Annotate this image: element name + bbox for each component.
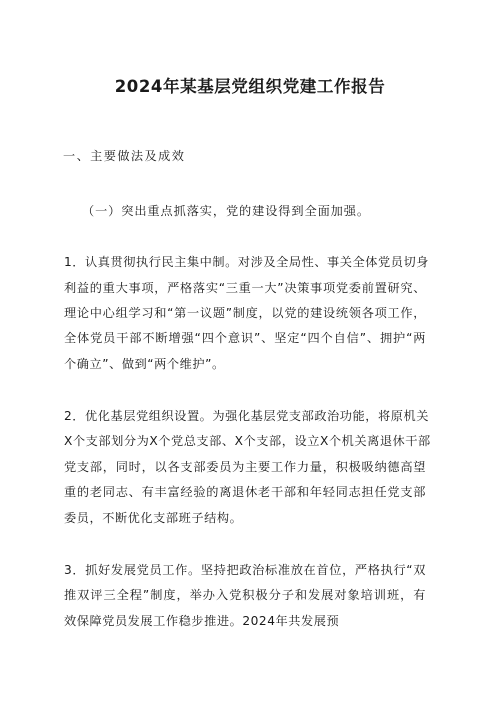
section-heading: 一、主要做法及成效 <box>63 149 186 163</box>
subsection-heading: （一）突出重点抓落实，党的建设得到全面加强。 <box>82 204 370 218</box>
paragraph-2-line-3: 党支部，同时，以各支部委员为主要工作力量，积极吸纳德高望 <box>64 460 426 474</box>
paragraph-1-line-3: 理论中心组学习和“第一议题”制度，以党的建设统领各项工作， <box>64 306 426 320</box>
paragraph-3-line-3: 效保障党员发展工作稳步推进。2024年共发展预 <box>64 614 340 628</box>
paragraph-1-line-4: 全体党员干部不断增强“四个意识”、坚定“四个自信”、拥护“两 <box>64 331 426 345</box>
paragraph-2-line-5: 委员，不断优化支部班子结构。 <box>64 511 243 525</box>
paragraph-2-line-1: 2．优化基层党组织设置。为强化基层党支部政治功能，将原机关 <box>64 409 429 423</box>
paragraph-1-line-5: 个确立”、做到“两个维护”。 <box>64 357 225 371</box>
paragraph-1-line-1: 1．认真贯彻执行民主集中制。对涉及全局性、事关全体党员切身 <box>64 255 429 269</box>
document-title: 2024年某基层党组织党建工作报告 <box>114 77 386 96</box>
paragraph-2-line-4: 重的老同志、有丰富经验的离退休老干部和年轻同志担任党支部 <box>64 485 426 499</box>
paragraph-3-line-1: 3．抓好发展党员工作。坚持把政治标准放在首位，严格执行“双 <box>64 563 426 577</box>
paragraph-1-line-2: 利益的重大事项，严格落实“三重一大”决策事项党委前置研究、 <box>64 281 426 295</box>
paragraph-2-line-2: X个支部划分为X个党总支部、X个支部，设立X个机关离退休干部 <box>64 434 431 448</box>
paragraph-3-line-2: 推双评三全程”制度，举办入党积极分子和发展对象培训班，有 <box>64 588 426 602</box>
